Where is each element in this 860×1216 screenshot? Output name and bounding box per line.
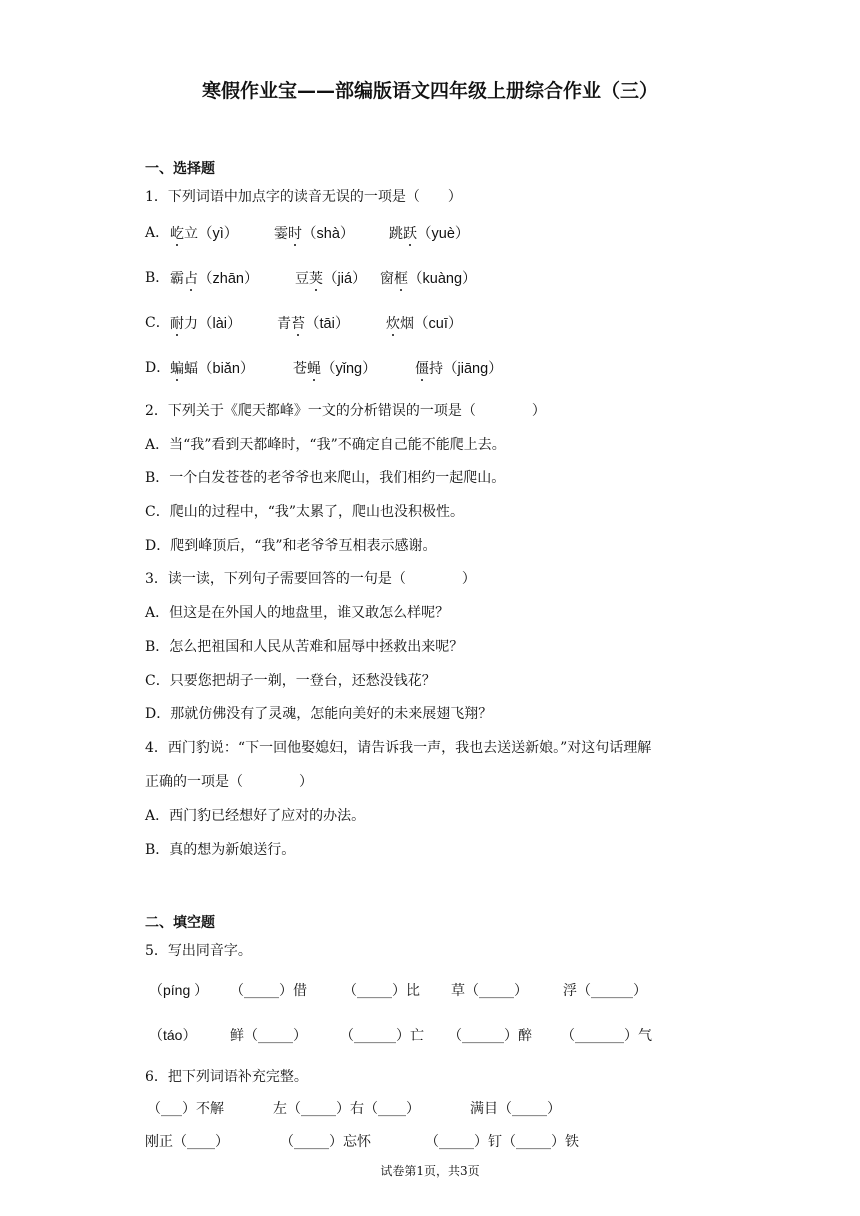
option-line: A．但这是在外国人的地盘里，谁又敢怎么样呢？	[145, 605, 450, 621]
fill-blank: （_____）忘怀	[280, 1134, 371, 1150]
page-title: 寒假作业宝——部编版语文四年级上册综合作业（三）	[201, 80, 658, 102]
fill-blank: 浮（______）	[563, 983, 647, 999]
option-letter: B．	[145, 270, 170, 286]
question-6-stem: 6．把下列词语补充完整。	[145, 1069, 308, 1085]
option-word: 豆荚（jiá）	[295, 267, 367, 288]
option-line: D．爬到峰顶后，“我”和老爷爷互相表示感谢。	[145, 538, 437, 554]
option-line: D．那就仿佛没有了灵魂，怎能向美好的未来展翅飞翔？	[145, 706, 493, 722]
fill-blank: （_____）借	[230, 983, 307, 999]
option-word: 霎时（shà）	[274, 222, 354, 243]
fill-blank: （______）亡	[340, 1028, 424, 1044]
option-letter: D．	[145, 360, 171, 376]
fill-blank: （_______）气	[561, 1028, 652, 1044]
fill-blank: （_____）比	[343, 983, 420, 999]
option-line: B．一个白发苍苍的老爷爷也来爬山，我们相约一起爬山。	[145, 470, 506, 486]
section-heading-choice: 一、选择题	[145, 161, 215, 177]
section-heading-fill: 二、填空题	[145, 915, 215, 931]
option-word: 苍蝇（yǐng）	[293, 357, 377, 378]
option-word: 霸占（zhān）	[170, 267, 258, 288]
option-word: 青苔（tāi）	[277, 312, 349, 333]
option-word: 蝙蝠（biǎn）	[170, 357, 254, 378]
option-letter: C．	[145, 315, 170, 331]
option-line: B．真的想为新娘送行。	[145, 842, 296, 858]
option-word: 炊烟（cuī）	[386, 312, 462, 333]
option-letter: A．	[145, 225, 170, 241]
fill-blank: 鲜（_____）	[230, 1028, 307, 1044]
question-5-stem: 5．写出同音字。	[145, 943, 252, 959]
option-line: B．怎么把祖国和人民从苦难和屈辱中拯救出来呢？	[145, 639, 464, 655]
fill-blank: （______）醉	[448, 1028, 532, 1044]
question-4-stem: 4．西门豹说：“下一回他娶媳妇，请告诉我一声，我也去送送新娘。”对这句话理解	[145, 740, 652, 756]
fill-blank: 满目（_____）	[470, 1101, 561, 1117]
option-word: 屹立（yì）	[170, 222, 238, 243]
option-word: 窗框（kuàng）	[380, 267, 477, 288]
option-line: A．当“我”看到天都峰时，“我”不确定自己能不能爬上去。	[145, 437, 506, 453]
question-3-stem: 3．读一读，下列句子需要回答的一句是（ ）	[145, 571, 476, 587]
fill-blank: 草（_____）	[451, 983, 528, 999]
question-2-stem: 2．下列关于《爬天都峰》一文的分析错误的一项是（ ）	[145, 403, 546, 419]
fill-blank: 刚正（____）	[145, 1134, 229, 1150]
fill-blank: （_____）钉（_____）铁	[425, 1134, 579, 1150]
option-word: 僵持（jiāng）	[415, 357, 503, 378]
fill-blank: 左（_____）右（____）	[273, 1101, 420, 1117]
option-line: C．只要您把胡子一剃，一登台，还愁没钱花？	[145, 673, 436, 689]
option-word: 耐力（lài）	[170, 312, 242, 333]
option-word: 跳跃（yuè）	[389, 222, 469, 243]
page-footer: 试卷第1页，共3页	[380, 1164, 480, 1178]
pinyin-label: （píng ）	[149, 982, 209, 998]
fill-blank: （___）不解	[147, 1101, 224, 1117]
option-line: C．爬山的过程中，“我”太累了，爬山也没积极性。	[145, 504, 465, 520]
pinyin-label: （táo）	[149, 1027, 197, 1043]
question-4-stem-cont: 正确的一项是（ ）	[145, 774, 313, 790]
option-line: A．西门豹已经想好了应对的办法。	[145, 808, 366, 824]
question-1-stem: 1．下列词语中加点字的读音无误的一项是（ ）	[145, 189, 462, 205]
